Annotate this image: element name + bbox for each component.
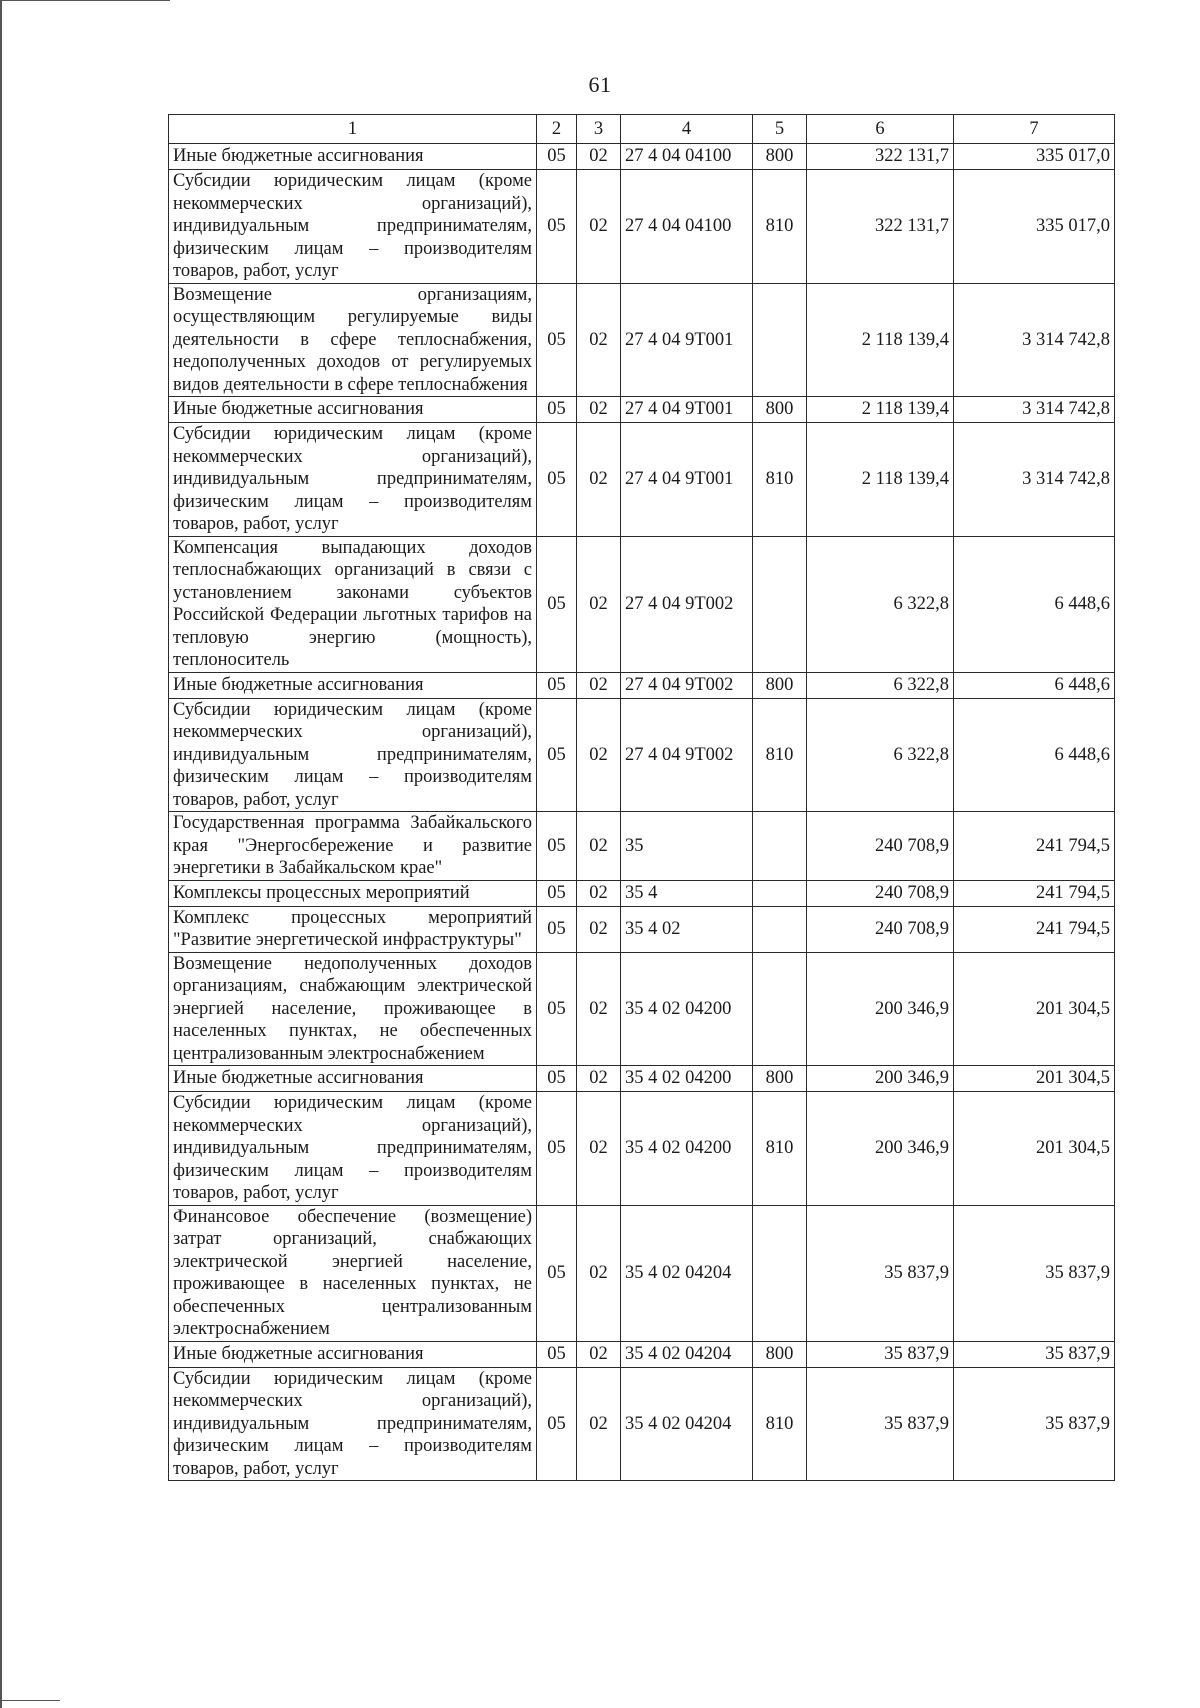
row-target-code: 27 4 04 9Т001 (621, 397, 753, 423)
row-section: 05 (537, 906, 577, 952)
scan-edge-left (0, 0, 2, 1708)
row-expense-type: 800 (753, 672, 807, 698)
row-amount-year1: 240 708,9 (807, 812, 954, 881)
row-target-code: 35 (621, 812, 753, 881)
row-amount-year2: 6 448,6 (954, 698, 1115, 812)
row-expense-type (753, 906, 807, 952)
row-expense-type: 800 (753, 1341, 807, 1367)
column-header: 4 (621, 115, 753, 144)
row-subsection: 02 (577, 1205, 621, 1341)
row-expense-type: 810 (753, 170, 807, 284)
row-subsection: 02 (577, 170, 621, 284)
row-amount-year1: 2 118 139,4 (807, 423, 954, 537)
row-expense-type: 810 (753, 1092, 807, 1206)
row-expense-type: 800 (753, 144, 807, 170)
row-target-code: 27 4 04 9Т002 (621, 536, 753, 672)
row-amount-year1: 35 837,9 (807, 1205, 954, 1341)
row-amount-year2: 3 314 742,8 (954, 283, 1115, 397)
row-amount-year2: 6 448,6 (954, 536, 1115, 672)
row-target-code: 35 4 02 04204 (621, 1341, 753, 1367)
scan-edge-bottom (0, 1700, 60, 1701)
row-subsection: 02 (577, 880, 621, 906)
table-row (169, 423, 1115, 537)
row-subsection: 02 (577, 1066, 621, 1092)
table-row (169, 1341, 1115, 1367)
table-row (169, 170, 1115, 284)
row-target-code: 27 4 04 9Т002 (621, 698, 753, 812)
row-expense-type (753, 1205, 807, 1341)
row-amount-year1: 322 131,7 (807, 170, 954, 284)
row-amount-year1: 200 346,9 (807, 1092, 954, 1206)
row-section: 05 (537, 952, 577, 1066)
row-name: Возмещение недополученных доходов организациям, снабжающим электрической энергией население, проживающее в населенных пунктах, не обеспеченных централизованным электроснабжением (169, 952, 537, 1066)
row-name: Субсидии юридическим лицам (кроме некоммерческих организаций), индивидуальным предпринимателям, физическим лицам – производителям товаров, работ, услуг (169, 1092, 537, 1206)
row-name: Комплексы процессных мероприятий (169, 880, 537, 906)
row-name: Государственная программа Забайкальского края "Энергосбережение и развитие энергетики в Забайкальском крае" (169, 812, 537, 881)
row-amount-year2: 3 314 742,8 (954, 423, 1115, 537)
row-target-code: 35 4 02 04204 (621, 1367, 753, 1481)
row-section: 05 (537, 1066, 577, 1092)
column-header: 3 (577, 115, 621, 144)
row-section: 05 (537, 880, 577, 906)
row-expense-type: 810 (753, 698, 807, 812)
row-amount-year1: 200 346,9 (807, 952, 954, 1066)
row-section: 05 (537, 1367, 577, 1481)
row-amount-year1: 200 346,9 (807, 1066, 954, 1092)
table-row (169, 1205, 1115, 1341)
table-row (169, 1367, 1115, 1481)
row-name: Иные бюджетные ассигнования (169, 397, 537, 423)
row-expense-type: 800 (753, 397, 807, 423)
table-row (169, 906, 1115, 952)
table-row (169, 672, 1115, 698)
row-target-code: 35 4 02 04200 (621, 1066, 753, 1092)
row-amount-year2: 201 304,5 (954, 952, 1115, 1066)
row-section: 05 (537, 397, 577, 423)
row-name: Субсидии юридическим лицам (кроме некоммерческих организаций), индивидуальным предпринимателям, физическим лицам – производителям товаров, работ, услуг (169, 170, 537, 284)
row-section: 05 (537, 423, 577, 537)
row-subsection: 02 (577, 1341, 621, 1367)
row-section: 05 (537, 144, 577, 170)
column-header: 7 (954, 115, 1115, 144)
row-amount-year2: 35 837,9 (954, 1205, 1115, 1341)
row-target-code: 27 4 04 04100 (621, 170, 753, 284)
row-amount-year1: 6 322,8 (807, 672, 954, 698)
row-name: Иные бюджетные ассигнования (169, 1341, 537, 1367)
row-expense-type: 810 (753, 423, 807, 537)
row-amount-year1: 2 118 139,4 (807, 397, 954, 423)
row-target-code: 35 4 02 04200 (621, 952, 753, 1066)
column-header: 6 (807, 115, 954, 144)
row-subsection: 02 (577, 672, 621, 698)
row-subsection: 02 (577, 144, 621, 170)
row-name: Субсидии юридическим лицам (кроме некоммерческих организаций), индивидуальным предпринимателям, физическим лицам – производителям товаров, работ, услуг (169, 698, 537, 812)
table-row (169, 880, 1115, 906)
row-amount-year2: 335 017,0 (954, 170, 1115, 284)
page-number: 61 (588, 72, 612, 97)
budget-table (168, 114, 1115, 1481)
row-section: 05 (537, 1341, 577, 1367)
row-expense-type: 810 (753, 1367, 807, 1481)
column-header: 5 (753, 115, 807, 144)
row-section: 05 (537, 283, 577, 397)
table-row (169, 1092, 1115, 1206)
row-section: 05 (537, 812, 577, 881)
column-header: 2 (537, 115, 577, 144)
row-amount-year1: 322 131,7 (807, 144, 954, 170)
row-expense-type (753, 952, 807, 1066)
column-header: 1 (169, 115, 537, 144)
row-amount-year2: 35 837,9 (954, 1367, 1115, 1481)
row-amount-year2: 241 794,5 (954, 906, 1115, 952)
table-row (169, 952, 1115, 1066)
row-expense-type (753, 880, 807, 906)
row-amount-year2: 6 448,6 (954, 672, 1115, 698)
row-name: Иные бюджетные ассигнования (169, 1066, 537, 1092)
row-amount-year1: 35 837,9 (807, 1341, 954, 1367)
row-target-code: 27 4 04 9Т001 (621, 283, 753, 397)
row-amount-year2: 3 314 742,8 (954, 397, 1115, 423)
table-row (169, 283, 1115, 397)
row-amount-year2: 241 794,5 (954, 880, 1115, 906)
row-amount-year1: 240 708,9 (807, 880, 954, 906)
row-subsection: 02 (577, 952, 621, 1066)
row-section: 05 (537, 1205, 577, 1341)
row-subsection: 02 (577, 536, 621, 672)
row-amount-year2: 201 304,5 (954, 1092, 1115, 1206)
row-amount-year1: 2 118 139,4 (807, 283, 954, 397)
row-expense-type (753, 283, 807, 397)
row-name: Субсидии юридическим лицам (кроме некоммерческих организаций), индивидуальным предпринимателям, физическим лицам – производителям товаров, работ, услуг (169, 423, 537, 537)
row-name: Финансовое обеспечение (возмещение) затрат организаций, снабжающих электрической энергией население, проживающее в населенных пунктах, не обеспеченных централизованным электроснабжением (169, 1205, 537, 1341)
table-header (169, 115, 1115, 144)
row-amount-year1: 6 322,8 (807, 536, 954, 672)
row-amount-year2: 201 304,5 (954, 1066, 1115, 1092)
row-subsection: 02 (577, 1367, 621, 1481)
table-row (169, 536, 1115, 672)
row-subsection: 02 (577, 906, 621, 952)
row-target-code: 27 4 04 04100 (621, 144, 753, 170)
row-target-code: 27 4 04 9Т002 (621, 672, 753, 698)
table-row (169, 1066, 1115, 1092)
row-section: 05 (537, 1092, 577, 1206)
scan-edge-top (0, 0, 170, 1)
table-body (169, 144, 1115, 1481)
row-subsection: 02 (577, 812, 621, 881)
row-target-code: 35 4 (621, 880, 753, 906)
row-subsection: 02 (577, 283, 621, 397)
row-target-code: 35 4 02 (621, 906, 753, 952)
header-row (169, 115, 1115, 144)
row-subsection: 02 (577, 397, 621, 423)
row-expense-type (753, 812, 807, 881)
row-target-code: 35 4 02 04200 (621, 1092, 753, 1206)
row-section: 05 (537, 170, 577, 284)
row-name: Иные бюджетные ассигнования (169, 672, 537, 698)
row-section: 05 (537, 698, 577, 812)
table-row (169, 144, 1115, 170)
table-row (169, 812, 1115, 881)
row-target-code: 27 4 04 9Т001 (621, 423, 753, 537)
row-target-code: 35 4 02 04204 (621, 1205, 753, 1341)
row-amount-year2: 335 017,0 (954, 144, 1115, 170)
row-section: 05 (537, 536, 577, 672)
row-name: Возмещение организациям, осуществляющим регулируемые виды деятельности в сфере теплоснабжения, недополученных доходов от регулируемых видов деятельности в сфере теплоснабжения (169, 283, 537, 397)
row-expense-type: 800 (753, 1066, 807, 1092)
row-amount-year1: 6 322,8 (807, 698, 954, 812)
table-row (169, 397, 1115, 423)
row-subsection: 02 (577, 698, 621, 812)
row-name: Компенсация выпадающих доходов теплоснабжающих организаций в связи с установлением законами субъектов Российской Федерации льготных тарифов на тепловую энергию (мощность), теплоноситель (169, 536, 537, 672)
row-amount-year1: 240 708,9 (807, 906, 954, 952)
row-section: 05 (537, 672, 577, 698)
row-name: Иные бюджетные ассигнования (169, 144, 537, 170)
row-subsection: 02 (577, 423, 621, 537)
row-name: Субсидии юридическим лицам (кроме некоммерческих организаций), индивидуальным предпринимателям, физическим лицам – производителям товаров, работ, услуг (169, 1367, 537, 1481)
row-subsection: 02 (577, 1092, 621, 1206)
table-row (169, 698, 1115, 812)
row-amount-year1: 35 837,9 (807, 1367, 954, 1481)
row-expense-type (753, 536, 807, 672)
row-amount-year2: 35 837,9 (954, 1341, 1115, 1367)
row-name: Комплекс процессных мероприятий "Развитие энергетической инфраструктуры" (169, 906, 537, 952)
row-amount-year2: 241 794,5 (954, 812, 1115, 881)
